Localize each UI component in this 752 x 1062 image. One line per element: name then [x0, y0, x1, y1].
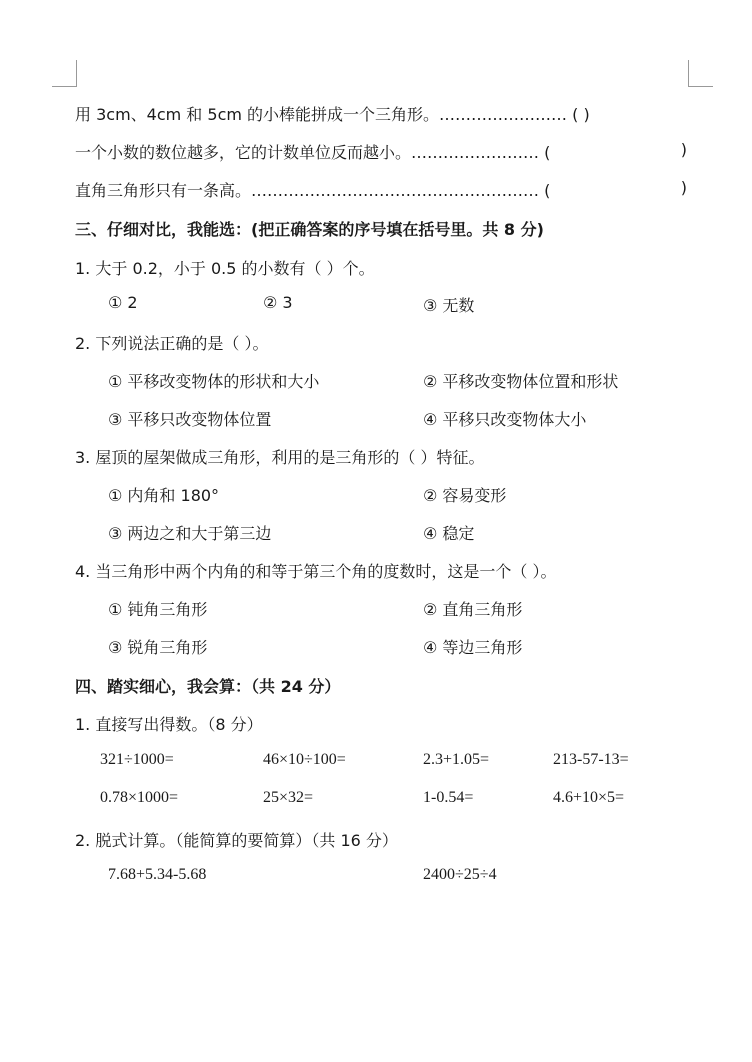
judgement-text: 一个小数的数位越多，它的计数单位反而越小。…………………… (: [75, 143, 551, 162]
judgement-item: [75, 178, 687, 201]
direct-calc-item: 321÷1000=: [100, 751, 174, 768]
direct-calc-item: 1-0.54=: [423, 789, 474, 806]
option: ① 2: [108, 293, 138, 312]
option: ③ 锐角三角形: [108, 638, 208, 657]
calc-problem: 7.68+5.34-5.68: [108, 866, 207, 883]
page-corner-mark-right: [688, 60, 713, 87]
option: ② 平移改变物体位置和形状: [423, 372, 619, 391]
direct-calc-item: 0.78×1000=: [100, 789, 179, 806]
option: ① 钝角三角形: [108, 600, 208, 619]
judgement-item: [75, 140, 687, 163]
judgement-item: [75, 102, 687, 125]
direct-calc-item: 46×10÷100=: [263, 751, 346, 768]
question: 2. 脱式计算。（能简算的要简算）（共 16 分）: [75, 831, 398, 850]
section-heading: 四、踏实细心，我会算：（共 24 分）: [75, 677, 341, 696]
direct-calc-item: 213-57-13=: [553, 751, 629, 768]
option: ① 平移改变物体的形状和大小: [108, 372, 320, 391]
judgement-text: 用 3cm、4cm 和 5cm 的小棒能拼成一个三角形。…………………… ( ): [75, 105, 590, 124]
answer-paren: ): [680, 140, 687, 159]
page-corner-mark-left: [52, 60, 77, 87]
direct-calc-item: 25×32=: [263, 789, 314, 806]
option: ② 容易变形: [423, 486, 507, 505]
option: ④ 稳定: [423, 524, 475, 543]
option: ④ 等边三角形: [423, 638, 523, 657]
direct-calc-item: 2.3+1.05=: [423, 751, 490, 768]
question: 4. 当三角形中两个内角的和等于第三个角的度数时，这是一个（ ）。: [75, 562, 557, 581]
option: ② 直角三角形: [423, 600, 523, 619]
direct-calc-item: 4.6+10×5=: [553, 789, 625, 806]
question: 1. 大于 0.2，小于 0.5 的小数有（ ）个。: [75, 259, 375, 278]
answer-paren: ): [680, 178, 687, 197]
question: 1. 直接写出得数。（8 分）: [75, 715, 263, 734]
question: 3. 屋顶的屋架做成三角形，利用的是三角形的（ ）特征。: [75, 448, 485, 467]
question: 2. 下列说法正确的是（ ）。: [75, 334, 269, 353]
option: ③ 无数: [423, 296, 475, 315]
option: ① 内角和 180°: [108, 486, 220, 505]
option: ③ 平移只改变物体位置: [108, 410, 272, 429]
calc-problem: 2400÷25÷4: [423, 866, 497, 883]
option: ② 3: [263, 293, 293, 312]
option: ③ 两边之和大于第三边: [108, 524, 272, 543]
section-heading: 三、仔细对比，我能选：(把正确答案的序号填在括号里。共 8 分): [75, 220, 544, 239]
option: ④ 平移只改变物体大小: [423, 410, 587, 429]
judgement-text: 直角三角形只有一条高。……………………………………………… (: [75, 181, 551, 200]
